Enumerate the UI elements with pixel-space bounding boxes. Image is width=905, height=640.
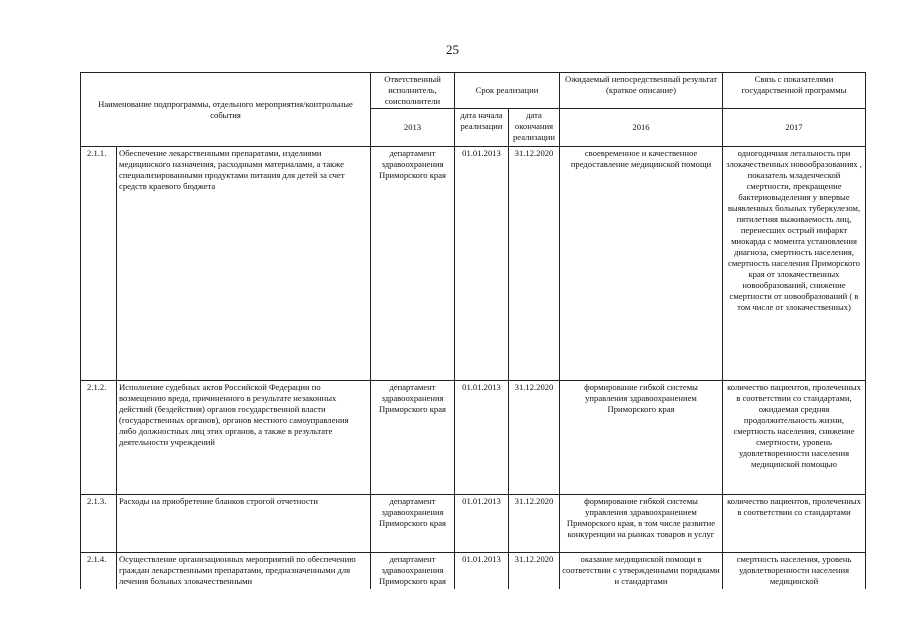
start-date: 01.01.2013 xyxy=(455,553,509,589)
program-indicator-link: количество пациентов, пролеченных в соответствии со стандартами, ожидаемая средняя продолжительность жизни, смертность населения, снижение смертности, уровень удовлетворенности населения медицинской помощью xyxy=(723,381,866,495)
activities-table xyxy=(80,72,866,589)
expected-result: оказание медицинской помощи в соответствии с утвержденными порядками и стандартами xyxy=(560,553,723,589)
header-link-sub: 2017 xyxy=(723,109,866,147)
activity-name: Осуществление организационных мероприятий по обеспечению граждан лекарственными препаратами, предназначенными для лечения больных злокачественными xyxy=(117,553,371,589)
header-program-link: Связь с показателями государственной программы xyxy=(723,73,866,109)
expected-result: своевременное и качественное предоставление медицинской помощи xyxy=(560,147,723,381)
start-date: 01.01.2013 xyxy=(455,381,509,495)
header-end-date: дата окончания реализации xyxy=(509,109,560,147)
responsible-executor: департамент здравоохранения Приморского края xyxy=(371,381,455,495)
program-indicator-link: количество пациентов, пролеченных в соответствии со стандартами xyxy=(723,495,866,553)
responsible-executor: департамент здравоохранения Приморского края xyxy=(371,147,455,381)
table-row xyxy=(81,495,866,553)
table-row xyxy=(81,553,866,589)
activity-name: Обеспечение лекарственными препаратами, изделиями медицинского назначения, расходными материалами, а также специализированными продуктами питания для детей за счет средств краевого бюджета xyxy=(117,147,371,381)
header-name: Наименование подпрограммы, отдельного мероприятия/контрольные события xyxy=(81,73,371,147)
row-number: 2.1.4. xyxy=(81,553,117,589)
end-date: 31.12.2020 xyxy=(509,553,560,589)
row-number: 2.1.1. xyxy=(81,147,117,381)
expected-result: формирование гибкой системы управления здравоохранением Приморского края, в том числе развитие конкуренции на рынках товаров и услуг xyxy=(560,495,723,553)
activity-name: Расходы на приобретение бланков строгой отчетности xyxy=(117,495,371,553)
start-date: 01.01.2013 xyxy=(455,495,509,553)
activity-name: Исполнение судебных актов Российской Федерации по возмещению вреда, причиненного в результате незаконных действий (бездействия) органов государственной власти (государственных органов), органов местного самоуправления либо должностных лиц этих органов, а также в результате деятельности учреждений xyxy=(117,381,371,495)
end-date: 31.12.2020 xyxy=(509,147,560,381)
row-number: 2.1.2. xyxy=(81,381,117,495)
end-date: 31.12.2020 xyxy=(509,495,560,553)
program-indicator-link: смертность населения, уровень удовлетворенности населения медицинской xyxy=(723,553,866,589)
end-date: 31.12.2020 xyxy=(509,381,560,495)
row-number: 2.1.3. xyxy=(81,495,117,553)
responsible-executor: департамент здравоохранения Приморского края xyxy=(371,553,455,589)
page-number: 25 xyxy=(446,42,459,57)
header-expected-result: Ожидаемый непосредственный результат (краткое описание) xyxy=(560,73,723,109)
header-responsible-sub: 2013 xyxy=(371,109,455,147)
header-period: Срок реализации xyxy=(455,73,560,109)
expected-result: формирование гибкой системы управления здравоохранением Приморского края xyxy=(560,381,723,495)
table-row xyxy=(81,381,866,495)
start-date: 01.01.2013 xyxy=(455,147,509,381)
header-start-date: дата начала реализации xyxy=(455,109,509,147)
header-expected-sub: 2016 xyxy=(560,109,723,147)
header-responsible: Ответственный исполнитель, соисполнители xyxy=(371,73,455,109)
program-indicator-link: одногодичная летальность при злокачественных новообразованиях , показатель младенческой смертности, прекращение бактериовыделения у впервые выявленных больных туберкулезом, пятилетняя выживаемость лиц, перенесших острый инфаркт миокарда с момента установления диагноза, смертность населения, смертность населения Приморского края от злокачественных новообразований, снижение смертности от новообразований ( в том числе от злокачественных) xyxy=(723,147,866,381)
responsible-executor: департамент здравоохранения Приморского края xyxy=(371,495,455,553)
table-row xyxy=(81,147,866,381)
